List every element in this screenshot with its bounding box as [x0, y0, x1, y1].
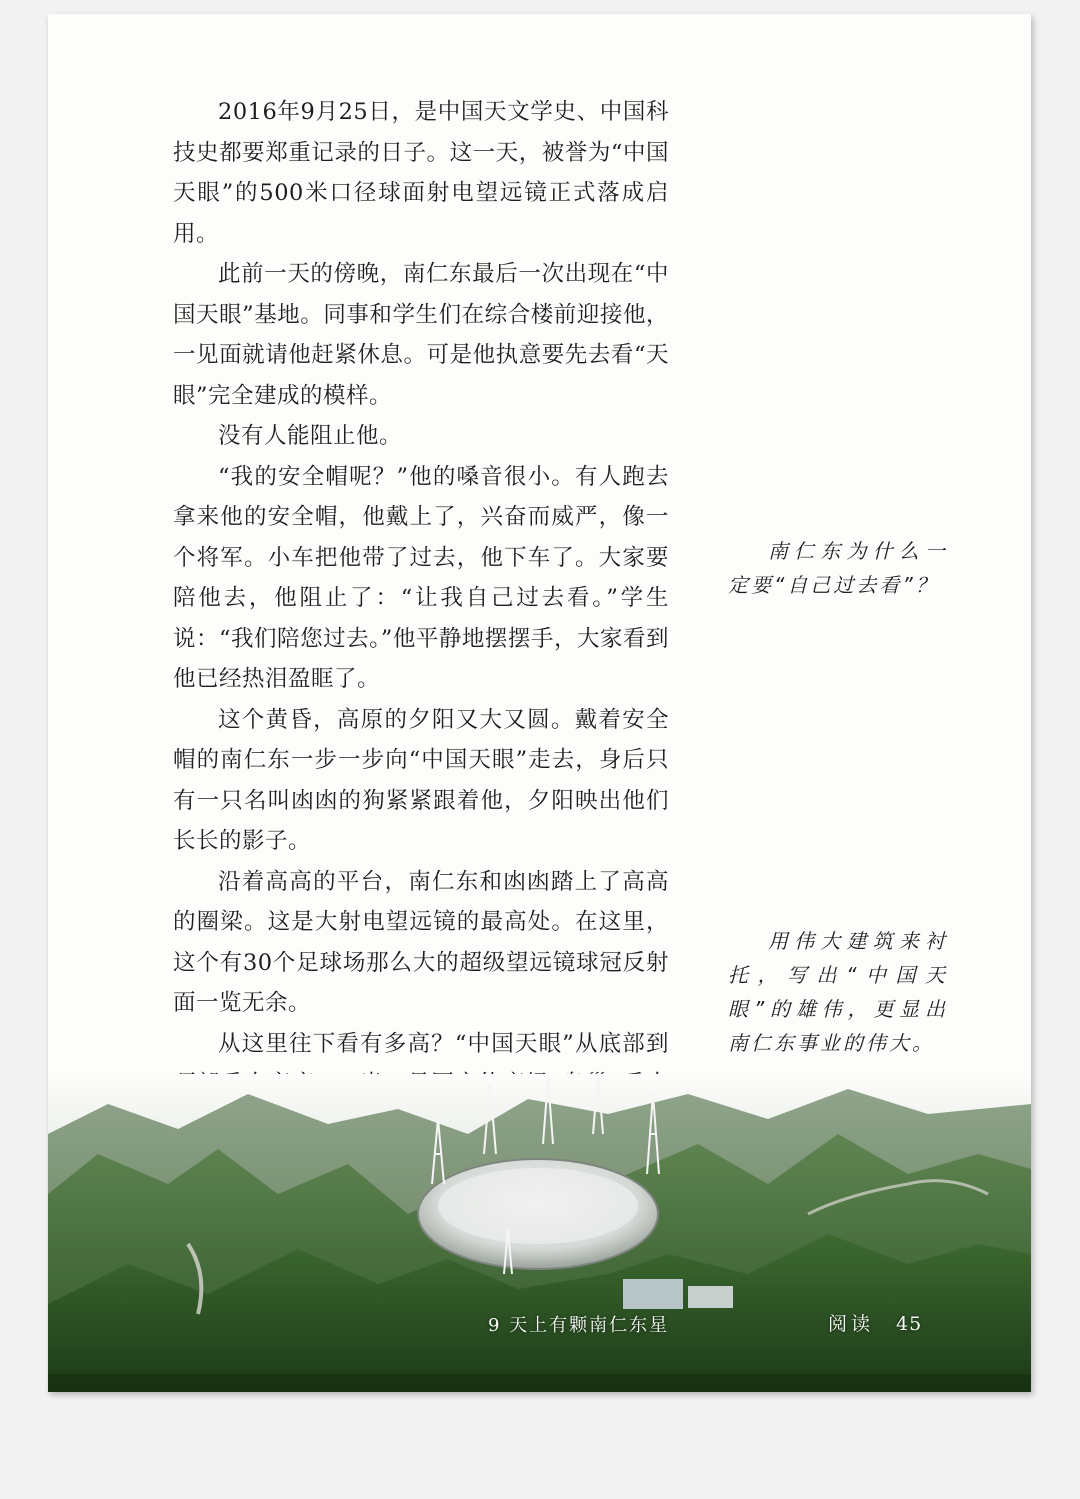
margin-note [728, 534, 948, 602]
margin-note-text: 用伟大建筑来衬托，写出“中国天眼”的雄伟，更显出南仁东事业的伟大。 [728, 929, 948, 1055]
paragraph: 这个黄昏，高原的夕阳又大又圆。戴着安全帽的南仁东一步一步向“中国天眼”走去，身后只有一只名叫凼凼的狗紧紧跟着他，夕阳映出他们长长的影子。 [173, 706, 669, 854]
page-number: 45 [896, 1313, 923, 1335]
paragraph: “我的安全帽呢？”他的嗓音很小。有人跑去拿来他的安全帽，他戴上了，兴奋而威严，像一个将军。小车把他带了过去，他下车了。大家要陪他去，他阻止了：“让我自己过去看。”学生说：“我们陪您过去。”他平静地摆摆手，大家看到他已经热泪盈眶了。 [173, 463, 669, 692]
page-footer [828, 1309, 922, 1336]
paragraph: 没有人能阻止他。 [218, 423, 403, 449]
chapter-title: 9 天上有颗南仁东星 [488, 1315, 670, 1336]
margin-note-text: 南仁东为什么一定要“自己过去看”？ [728, 539, 948, 597]
section-label: 阅读 [828, 1313, 875, 1335]
textbook-page [48, 14, 1031, 1392]
paragraph: 2016年9月25日，是中国天文学史、中国科技史都要郑重记录的日子。这一天，被誉为“中国天眼”的500米口径球面射电望远镜正式落成启用。 [173, 99, 669, 247]
radio-telescope-photo [48, 1074, 1031, 1392]
paragraph: 从这里往下看有多高？“中国天眼”从底部到 [218, 1030, 669, 1057]
paragraph: 沿着高高的平台，南仁东和凼凼踏上了高高的圈梁。这是大射电望远镜的最高处。在这里，这个有30个足球场那么大的超级望远镜球冠反射面一览无余。 [173, 868, 669, 1016]
paragraph: 此前一天的傍晚，南仁东最后一次出现在“中国天眼”基地。同事和学生们在综合楼前迎接他，一见面就请他赶紧休息。可是他执意要先去看“天眼”完全建成的模样。 [173, 261, 669, 409]
main-text [173, 92, 669, 1145]
margin-note [728, 924, 948, 1060]
